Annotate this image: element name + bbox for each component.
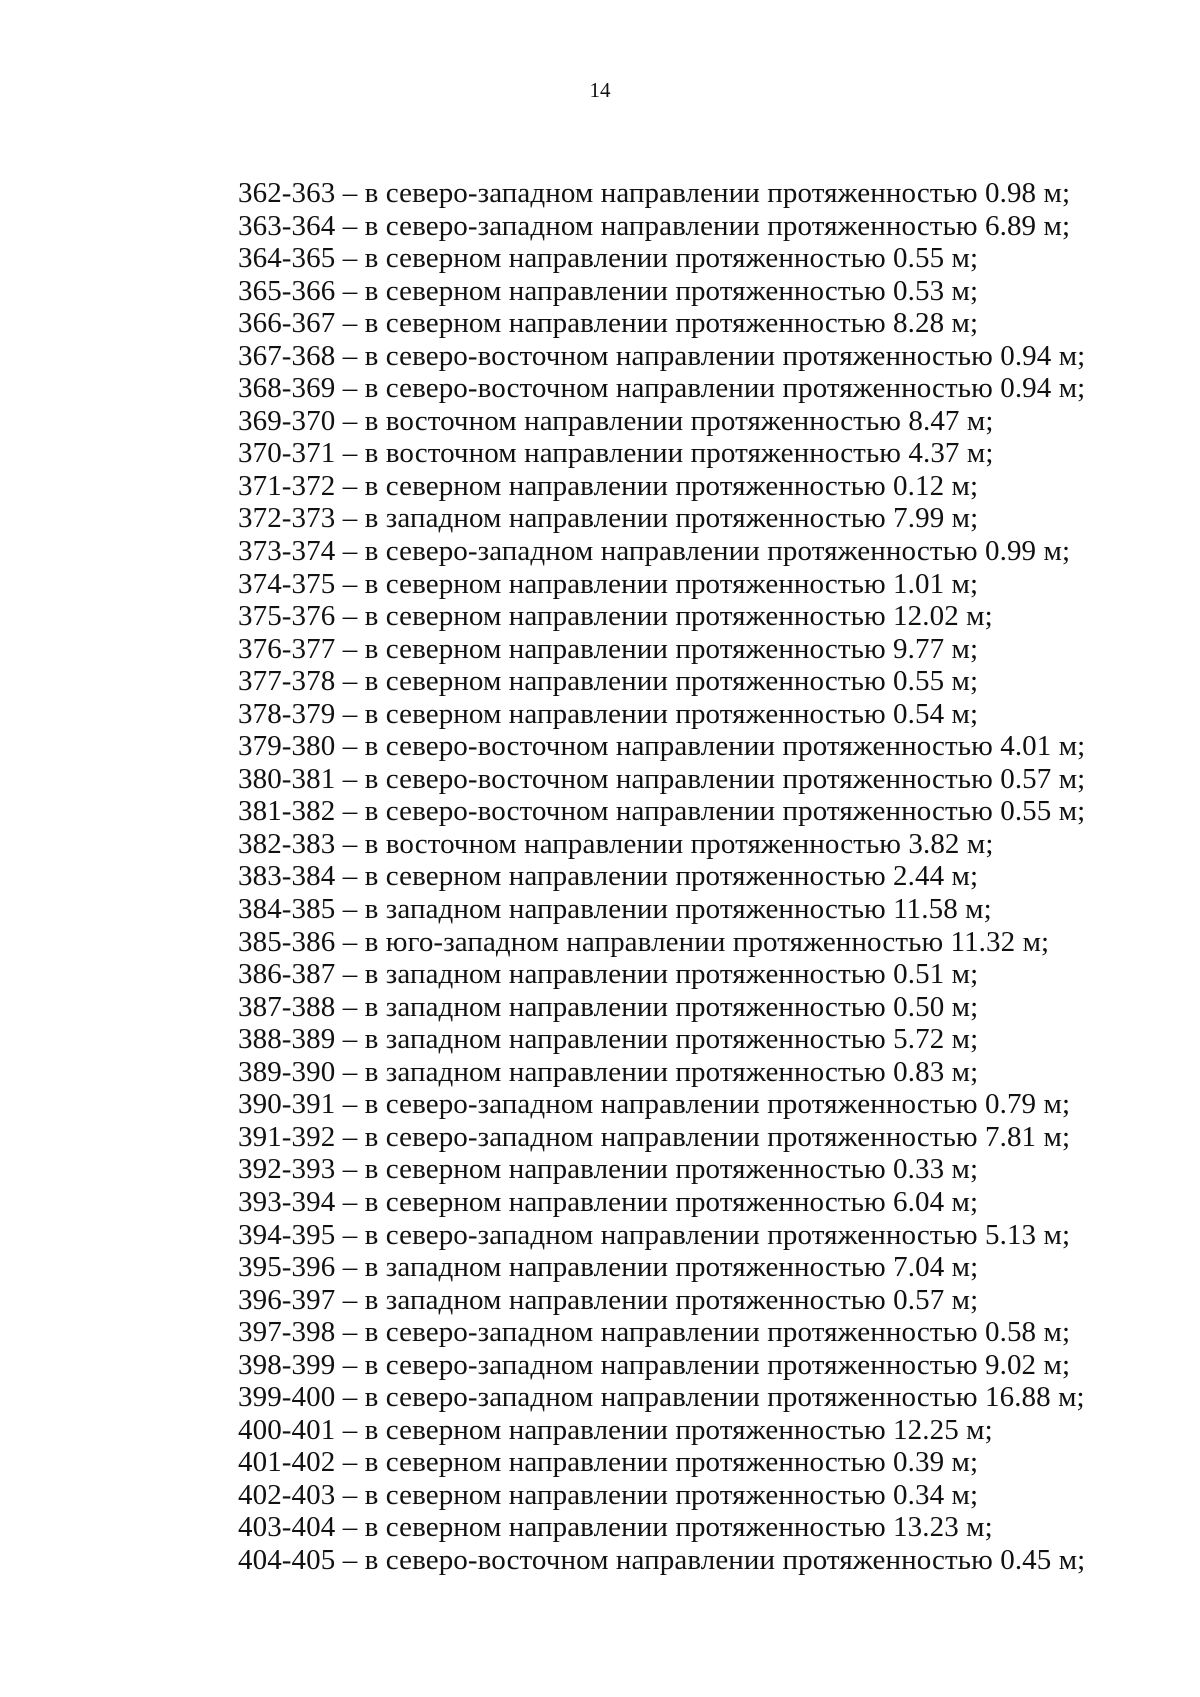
segment-line: 401-402 – в северном направлении протяженностью 0.39 м; xyxy=(238,1446,979,1479)
segment-list xyxy=(238,177,1085,1577)
segment-line: 388-389 – в западном направлении протяженностью 5.72 м; xyxy=(238,1023,979,1056)
segment-line: 368-369 – в северо-восточном направлении протяженностью 0.94 м; xyxy=(238,372,1086,405)
segment-line: 403-404 – в северном направлении протяженностью 13.23 м; xyxy=(238,1511,993,1544)
segment-line: 378-379 – в северном направлении протяженностью 0.54 м; xyxy=(238,697,979,730)
segment-line: 386-387 – в западном направлении протяженностью 0.51 м; xyxy=(238,958,979,991)
segment-line: 397-398 – в северо-западном направлении протяженностью 0.58 м; xyxy=(238,1316,1071,1349)
segment-line: 385-386 – в юго-западном направлении протяженностью 11.32 м; xyxy=(238,925,1050,958)
segment-line: 371-372 – в северном направлении протяженностью 0.12 м; xyxy=(238,469,979,502)
segment-line: 382-383 – в восточном направлении протяженностью 3.82 м; xyxy=(238,827,994,860)
segment-line: 389-390 – в западном направлении протяженностью 0.83 м; xyxy=(238,1055,979,1088)
segment-line: 393-394 – в северном направлении протяженностью 6.04 м; xyxy=(238,1185,979,1218)
segment-line: 402-403 – в северном направлении протяженностью 0.34 м; xyxy=(238,1478,979,1511)
segment-line: 362-363 – в северо-западном направлении протяженностью 0.98 м; xyxy=(238,177,1071,209)
segment-line: 367-368 – в северо-восточном направлении протяженностью 0.94 м; xyxy=(238,339,1086,372)
segment-line: 396-397 – в западном направлении протяженностью 0.57 м; xyxy=(238,1283,979,1316)
segment-line: 369-370 – в восточном направлении протяженностью 8.47 м; xyxy=(238,404,994,437)
segment-line: 365-366 – в северном направлении протяженностью 0.53 м; xyxy=(238,274,979,307)
segment-line: 379-380 – в северо-восточном направлении протяженностью 4.01 м; xyxy=(238,730,1086,763)
segment-line: 366-367 – в северном направлении протяженностью 8.28 м; xyxy=(238,307,979,340)
segment-line: 404-405 – в северо-восточном направлении протяженностью 0.45 м; xyxy=(238,1543,1086,1576)
segment-line: 400-401 – в северном направлении протяженностью 12.25 м; xyxy=(238,1413,993,1446)
segment-line: 391-392 – в северо-западном направлении протяженностью 7.81 м; xyxy=(238,1120,1071,1153)
segment-line: 370-371 – в восточном направлении протяженностью 4.37 м; xyxy=(238,437,994,470)
segment-line: 390-391 – в северо-западном направлении протяженностью 0.79 м; xyxy=(238,1088,1071,1121)
segment-line: 383-384 – в северном направлении протяженностью 2.44 м; xyxy=(238,860,979,893)
segment-line: 381-382 – в северо-восточном направлении протяженностью 0.55 м; xyxy=(238,795,1086,828)
segment-line: 375-376 – в северном направлении протяженностью 12.02 м; xyxy=(238,600,993,633)
segment-line: 373-374 – в северо-западном направлении протяженностью 0.99 м; xyxy=(238,535,1071,568)
segment-line: 392-393 – в северном направлении протяженностью 0.33 м; xyxy=(238,1153,979,1186)
segment-line: 380-381 – в северо-восточном направлении протяженностью 0.57 м; xyxy=(238,762,1086,795)
page-number: 14 xyxy=(589,78,611,102)
segment-line: 376-377 – в северном направлении протяженностью 9.77 м; xyxy=(238,632,979,665)
segment-line: 384-385 – в западном направлении протяженностью 11.58 м; xyxy=(238,893,992,926)
segment-line: 374-375 – в северном направлении протяженностью 1.01 м; xyxy=(238,567,979,600)
segment-line: 399-400 – в северо-западном направлении протяженностью 16.88 м; xyxy=(238,1381,1085,1414)
segment-line: 364-365 – в северном направлении протяженностью 0.55 м; xyxy=(238,242,979,275)
segment-line: 395-396 – в западном направлении протяженностью 7.04 м; xyxy=(238,1251,979,1284)
segment-line: 372-373 – в западном направлении протяженностью 7.99 м; xyxy=(238,502,979,535)
segment-line: 394-395 – в северо-западном направлении протяженностью 5.13 м; xyxy=(238,1218,1071,1251)
segment-line: 363-364 – в северо-западном направлении протяженностью 6.89 м; xyxy=(238,209,1071,242)
segment-line: 387-388 – в западном направлении протяженностью 0.50 м; xyxy=(238,990,979,1023)
segment-line: 377-378 – в северном направлении протяженностью 0.55 м; xyxy=(238,665,979,698)
segment-line: 398-399 – в северо-западном направлении протяженностью 9.02 м; xyxy=(238,1348,1071,1381)
